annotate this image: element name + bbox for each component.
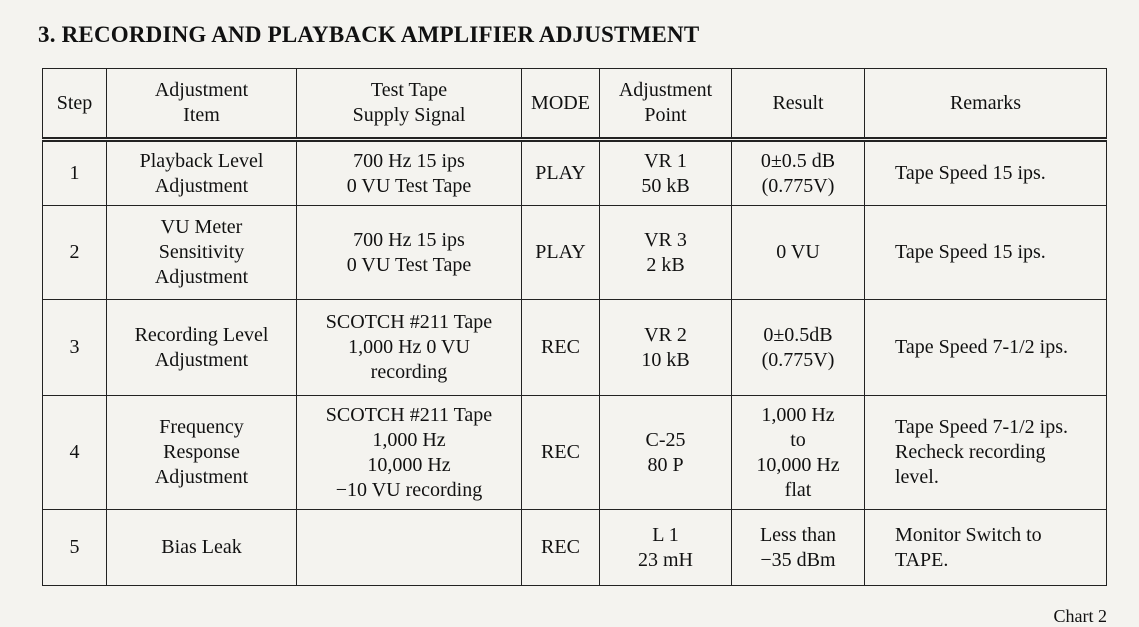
cell-line: TAPE. bbox=[895, 548, 949, 571]
cell-line: level. bbox=[895, 466, 939, 488]
cell-line: 0 VU Test Tape bbox=[346, 174, 472, 197]
remarks-cell bbox=[865, 206, 1107, 300]
cell-line: 0 VU Test Tape bbox=[346, 253, 472, 276]
cell-line: 0±0.5dB bbox=[763, 323, 833, 346]
cell-line: −10 VU recording bbox=[335, 478, 483, 501]
cell-line: (0.775V) bbox=[761, 174, 835, 197]
cell-line: flat bbox=[784, 478, 812, 501]
header-line: Supply Signal bbox=[352, 104, 466, 126]
cell-line: Tape Speed 15 ips. bbox=[895, 162, 1046, 184]
table-row bbox=[43, 396, 1107, 510]
signal-cell bbox=[297, 206, 522, 300]
column-header-test-tape bbox=[297, 69, 522, 140]
cell-line: 1,000 Hz bbox=[372, 428, 446, 451]
cell-line: VR 1 bbox=[644, 149, 687, 172]
point-cell bbox=[600, 510, 732, 586]
cell-line: L 1 bbox=[652, 523, 679, 546]
header-line: Test Tape bbox=[370, 79, 448, 101]
column-header-mode bbox=[522, 69, 600, 140]
item-cell bbox=[107, 206, 297, 300]
table-row bbox=[43, 300, 1107, 396]
table-row bbox=[43, 140, 1107, 206]
cell-line: 700 Hz 15 ips bbox=[353, 228, 465, 251]
adjustment-table bbox=[42, 68, 1107, 586]
item-cell bbox=[107, 300, 297, 396]
cell-line: 1,000 Hz 0 VU bbox=[348, 336, 470, 358]
cell-line: Adjustment bbox=[154, 466, 249, 488]
cell-line: 10,000 Hz bbox=[756, 453, 840, 476]
result-cell bbox=[732, 206, 865, 300]
cell-line: VR 2 bbox=[644, 323, 687, 346]
cell-line: −35 dBm bbox=[760, 548, 836, 571]
section-heading: 3. RECORDING AND PLAYBACK AMPLIFIER ADJUSTMENT bbox=[38, 22, 700, 47]
result-cell bbox=[732, 140, 865, 206]
mode-cell: PLAY bbox=[522, 140, 600, 206]
cell-line: Less than bbox=[759, 523, 837, 546]
result-cell bbox=[732, 396, 865, 510]
signal-cell bbox=[297, 510, 522, 586]
cell-line: Adjustment bbox=[154, 266, 249, 288]
cell-line: 2 kB bbox=[646, 253, 685, 276]
cell-line: Adjustment bbox=[154, 348, 249, 371]
header-line: Remarks bbox=[949, 91, 1022, 114]
signal-cell bbox=[297, 140, 522, 206]
chart-caption: Chart 2 bbox=[1053, 606, 1107, 626]
cell-line: 80 P bbox=[647, 453, 684, 476]
cell-line: to bbox=[790, 428, 806, 451]
mode-cell: PLAY bbox=[522, 206, 600, 300]
column-header-adjustment-point bbox=[600, 69, 732, 140]
mode-cell: REC bbox=[522, 396, 600, 510]
column-header-result bbox=[732, 69, 865, 140]
result-cell bbox=[732, 510, 865, 586]
step-cell: 4 bbox=[43, 396, 107, 510]
cell-line: 700 Hz 15 ips bbox=[353, 149, 465, 172]
step-cell: 1 bbox=[43, 140, 107, 206]
cell-line: VU Meter bbox=[160, 216, 243, 238]
header-line: Adjustment bbox=[618, 79, 713, 101]
cell-line: (0.775V) bbox=[761, 348, 835, 371]
cell-line: Frequency bbox=[159, 416, 244, 438]
cell-line: 23 mH bbox=[638, 548, 693, 571]
column-header-remarks bbox=[865, 69, 1107, 140]
column-header-adjustment-item bbox=[107, 69, 297, 140]
signal-cell bbox=[297, 300, 522, 396]
cell-line: Tape Speed 15 ips. bbox=[895, 241, 1046, 263]
cell-line: 10 kB bbox=[641, 348, 690, 371]
mode-cell: REC bbox=[522, 510, 600, 586]
cell-line: Response bbox=[163, 441, 240, 463]
remarks-cell bbox=[865, 396, 1107, 510]
point-cell bbox=[600, 206, 732, 300]
header-line: Point bbox=[644, 104, 687, 126]
point-cell bbox=[600, 396, 732, 510]
mode-cell: REC bbox=[522, 300, 600, 396]
cell-line: 0±0.5 dB bbox=[760, 149, 836, 172]
cell-line: C-25 bbox=[645, 428, 686, 451]
step-cell: 2 bbox=[43, 206, 107, 300]
cell-line: 1,000 Hz bbox=[761, 403, 835, 426]
step-cell: 3 bbox=[43, 300, 107, 396]
header-line: Item bbox=[183, 104, 220, 126]
table-row bbox=[43, 206, 1107, 300]
item-cell bbox=[107, 396, 297, 510]
step-cell: 5 bbox=[43, 510, 107, 586]
cell-line: recording bbox=[370, 361, 448, 383]
point-cell bbox=[600, 300, 732, 396]
signal-cell bbox=[297, 396, 522, 510]
remarks-cell bbox=[865, 140, 1107, 206]
header-line: Adjustment bbox=[154, 79, 249, 101]
point-cell bbox=[600, 140, 732, 206]
item-cell bbox=[107, 510, 297, 586]
result-cell bbox=[732, 300, 865, 396]
cell-line: Tape Speed 7-1/2 ips. bbox=[895, 336, 1069, 358]
cell-line: Tape Speed 7-1/2 ips. bbox=[895, 416, 1069, 438]
item-cell bbox=[107, 140, 297, 206]
cell-line: 10,000 Hz bbox=[367, 453, 451, 476]
cell-line: SCOTCH #211 Tape bbox=[325, 403, 493, 426]
table-row bbox=[43, 510, 1107, 586]
cell-line: 50 kB bbox=[641, 174, 690, 197]
cell-line: SCOTCH #211 Tape bbox=[325, 311, 493, 333]
column-header-step bbox=[43, 69, 107, 140]
cell-line: Monitor Switch to bbox=[895, 523, 1042, 546]
cell-line: Adjustment bbox=[154, 174, 249, 197]
cell-line: Sensitivity bbox=[158, 241, 245, 263]
remarks-cell bbox=[865, 510, 1107, 586]
remarks-cell bbox=[865, 300, 1107, 396]
cell-line: VR 3 bbox=[644, 228, 687, 251]
header-line: Result bbox=[772, 91, 824, 114]
header-row bbox=[43, 69, 1107, 140]
cell-line: Playback Level bbox=[139, 149, 264, 172]
cell-line: Recheck recording bbox=[895, 441, 1046, 463]
header-line: MODE bbox=[531, 91, 590, 114]
cell-line: 0 VU bbox=[776, 241, 820, 263]
cell-line: Bias Leak bbox=[161, 536, 242, 558]
cell-line: Recording Level bbox=[134, 323, 269, 346]
header-line: Step bbox=[56, 91, 93, 114]
